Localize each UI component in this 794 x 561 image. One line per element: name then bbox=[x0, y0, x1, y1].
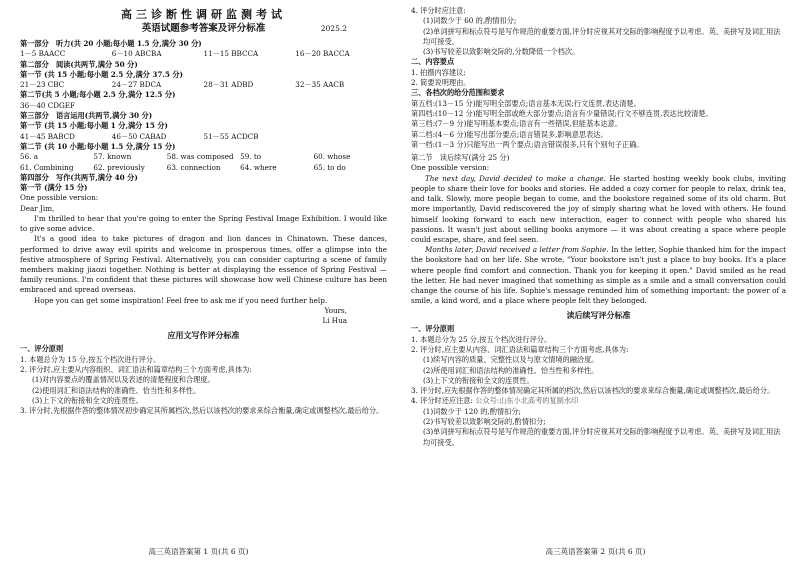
scoring-subrule: (3)书写较差以致影响交际的,分数降低一个档次。 bbox=[423, 47, 580, 57]
story-paragraph-2 bbox=[411, 245, 786, 306]
grade-levels-heading: 三、各档次的给分范围和要求 bbox=[411, 88, 505, 98]
scoring-standard-title: 应用文写作评分标准 bbox=[167, 330, 240, 341]
scoring-subrule: (1)词数少于 60 的,酌情扣分; bbox=[423, 16, 517, 26]
answer-group: 6－10 ABCBA bbox=[111, 49, 162, 59]
listening-answers bbox=[20, 49, 387, 59]
answer-group: 11－15 BBCCA bbox=[203, 49, 259, 59]
answer-group: 28－31 ADBD bbox=[203, 80, 254, 90]
scoring-subrule: (3)上下文的衔接和全文的连贯性。 bbox=[423, 375, 534, 385]
page-footer: 高三英语答案第 1 页(共 6 页) bbox=[148, 547, 249, 556]
grade-level-3: 第三档:(7－9 分)能写明基本要点;语言有一些错误,但能基本达意。 bbox=[411, 119, 623, 129]
letter-paragraph-1: I'm thrilled to hear that you're going to enter the Spring Festival Image Exhibition. I would like to give some advice. bbox=[20, 214, 387, 234]
scoring-rule: 2. 评分时,应主要从内容、词汇语法和篇章结构三个方面考虑,具体为: bbox=[411, 344, 629, 354]
document-title bbox=[20, 22, 387, 35]
answer: 56. a bbox=[20, 152, 39, 162]
scoring-standard-title: 读后续写评分标准 bbox=[566, 310, 631, 321]
story-paragraph-1 bbox=[411, 174, 786, 245]
answer: 58. was composed bbox=[166, 152, 234, 162]
part2-section2-heading: 第二节(共 5 小题;每小题 2.5 分,满分 12.5 分) bbox=[20, 90, 176, 100]
part3-section2-heading: 第二节 (共 10 小题;每小题 1.5 分,满分 15 分) bbox=[20, 141, 176, 151]
scoring-subrule: (1)对内容要点的覆盖情况以及表述的清楚程度和合理度。 bbox=[32, 375, 215, 385]
answer: 64. where bbox=[240, 162, 277, 172]
part2-section1-heading: 第一节 (共 15 小题;每小题 2.5 分,满分 37.5 分) bbox=[20, 69, 183, 79]
part4-section1-heading: 第一节 (满分 15 分) bbox=[20, 183, 88, 193]
part2-heading: 第二部分 阅读(共两节,满分 50 分) bbox=[20, 59, 138, 69]
answer-group: 51－55 ACDCB bbox=[203, 131, 259, 141]
answer-group: 16－20 BACCA bbox=[295, 49, 350, 59]
part3-section1-heading: 第一节 (共 15 小题;每小题 1 分,满分 15 分) bbox=[20, 121, 168, 131]
answer: 57. known bbox=[93, 152, 132, 162]
answer-group: 32－35 AACB bbox=[295, 80, 345, 90]
story-text: In the letter, Sophie thanked him for the impact the bookstore had on her life. She wrote, "Your bookstore isn't just a place to buy books. It's a place where people find comfort and connection. Thank you for keeping it open." David smiled as he read the letter. He had never imagined that something as simple as a smile and a small conversation could change the course of his life. Sophie's message reminded him of something important: the power of a smile, a kind word, and a place where people felt they belonged. bbox=[411, 245, 786, 306]
scoring-subrule: (1)续写内容的质量、完整性以及与原文情境的融洽度。 bbox=[423, 355, 599, 365]
answer-group: 1－5 BAACC bbox=[20, 49, 66, 59]
document-title-text: 英语试题参考答案及评分标准 bbox=[141, 23, 266, 34]
answer: 65. to do bbox=[313, 162, 346, 172]
answer-group: 46－50 CABAD bbox=[111, 131, 167, 141]
scoring-subrule: (1)词数少于 120 的,酌情扣分; bbox=[423, 406, 521, 416]
scoring-subrule: (3)单词拼写和标点符号是写作规范的重要方面,评分时应视其对交际的影响程度予以考虑。英、美拼写及词汇用法均可接受。 bbox=[423, 427, 781, 447]
reading2-answers: 36－40 CDGEF bbox=[20, 100, 76, 110]
watermark: 公众号:山东小北高考的复制水印 bbox=[475, 396, 579, 406]
grade-level-2: 第二档:(4－6 分)能写出部分要点;语言错误多,影响意思表达。 bbox=[411, 129, 608, 139]
scoring-rule: 3. 评分时,先根据作答的整体情况初步确定其所属档次,然后以该档次的要求来综合衡量,确定或调整档次,最后给分。 bbox=[20, 406, 384, 416]
cloze-answers bbox=[20, 132, 387, 142]
scoring-rule: 1. 本题总分为 25 分,按五个档次进行评分。 bbox=[411, 334, 552, 344]
answer: 60. whose bbox=[313, 152, 351, 162]
content-point: 2. 简要说明理由。 bbox=[411, 78, 471, 88]
answer: 59. to bbox=[240, 152, 262, 162]
date: 2025.2 bbox=[320, 24, 347, 33]
grade-level-1: 第一档:(1－3 分)只能写出一两个要点;语言错误很多,只有个别句子正确。 bbox=[411, 139, 644, 149]
scoring-principles-heading: 一、评分原则 bbox=[20, 344, 64, 354]
scoring-subrule: (2)使用词汇和语法结构的准确性、恰当性和多样性。 bbox=[32, 385, 201, 395]
letter-paragraph-3: Hope you can get some inspiration! Feel free to ask me if you need further help. bbox=[34, 295, 328, 305]
answer-page-2 bbox=[397, 0, 794, 561]
scoring-rule: 2. 评分时,应主要从内容组织、词汇语法和篇章结构三个方面考虑,具体为: bbox=[20, 365, 252, 375]
sample-label: One possible version: bbox=[411, 163, 490, 173]
scoring-subrule: (2)所使用词汇和语法结构的准确性、恰当性和多样性。 bbox=[423, 365, 599, 375]
story-text: He started hosting weekly book clubs, inviting people to share their love for books and stories. He added a cozy corner for people to relax, drink tea, and talk. Slowly, more people began to come, and the bookstore regained some of its old charm. But more importantly, David rediscovered the joy of simply sharing what he loved with others. He found himself looking forward to each new interaction, eager to connect with people who shared his passions. It wasn't just about selling books anymore — it was about creating a space where people could escape, share, and feel seen. bbox=[411, 173, 786, 244]
grade-level-4: 第四档:(10－12 分)能写明全部或绝大部分要点;语言有少量错误;行文不够连贯,表达比较清楚。 bbox=[411, 108, 713, 118]
reading-answers bbox=[20, 80, 387, 90]
scoring-rule-text: 4. 评分时还应注意: bbox=[411, 396, 473, 406]
gap-fill-answers-row1 bbox=[20, 152, 387, 162]
scoring-subrule: (2)单词拼写和标点符号是写作规范的重要方面,评分时应视其对交际的影响程度予以考虑。英、美拼写及词汇用法均可接受。 bbox=[423, 26, 781, 46]
story-lead-sentence: The next day, David decided to make a change. bbox=[425, 173, 606, 183]
letter-closing: Yours, bbox=[324, 305, 347, 315]
letter-signature: Li Hua bbox=[322, 316, 347, 326]
content-point: 1. 拍摄内容建议; bbox=[411, 67, 466, 77]
scoring-rule bbox=[411, 396, 786, 406]
exam-title: 高三诊断性调研监测考试 bbox=[121, 8, 286, 21]
answer-group: 41－45 BABCD bbox=[20, 131, 75, 141]
part1-heading: 第一部分 听力(共 20 小题;每小题 1.5 分,满分 30 分) bbox=[20, 39, 202, 48]
part4-section2-heading: 第二节 读后续写(满分 25 分) bbox=[411, 153, 510, 163]
part4-heading: 第四部分 写作(共两节,满分 40 分) bbox=[20, 172, 138, 182]
answer-group: 21－23 CBC bbox=[20, 80, 65, 90]
scoring-rule: 4. 评分时应注意: bbox=[411, 6, 466, 15]
scoring-rule: 1. 本题总分为 15 分,按五个档次进行评分。 bbox=[20, 354, 161, 364]
answer: 63. connection bbox=[166, 162, 221, 172]
sample-label: One possible version: bbox=[20, 193, 99, 203]
answer: 61. Combining bbox=[20, 162, 74, 172]
content-points-heading: 二、内容要点 bbox=[411, 57, 455, 67]
story-lead-sentence: Months later, David received a letter from Sophie. bbox=[425, 245, 609, 255]
letter-paragraph-2: It's a good idea to take pictures of dragon and lion dances in Chinatown. These dances, performed to drive away evil spirits and welcome in prosperous times, offer a glimpse into the festive atmosphere of Spring Festival. Alternatively, you can consider capturing a scene of family members making jiaozi together. Nothing is better at displaying the essence of Spring Festival — family reunions. I'm confident that these pictures will showcase how well Chinese culture has been embraced and spread overseas. bbox=[20, 234, 387, 295]
scoring-rule: 3. 评分时,应先根据作答的整体情况确定其所属的档次,然后以该档次的要求来综合衡量,确定或调整档次,最后给分。 bbox=[411, 386, 775, 396]
scoring-principles-heading: 一、评分原则 bbox=[411, 324, 455, 334]
letter-greeting: Dear Jim, bbox=[20, 203, 55, 213]
scoring-subrule: (2)书写较差以致影响交际的,酌情扣分; bbox=[423, 417, 546, 427]
answer-group: 24－27 BDCA bbox=[111, 80, 162, 90]
page-footer: 高三英语答案第 2 页(共 6 页) bbox=[545, 547, 646, 556]
answer: 62. previously bbox=[93, 162, 145, 172]
part3-heading: 第三部分 语言运用(共两节,满分 30 分) bbox=[20, 111, 153, 121]
scoring-subrule: (3)上下文的衔接和全文的连贯性。 bbox=[32, 395, 143, 405]
gap-fill-answers-row2 bbox=[20, 163, 387, 173]
grade-level-5: 第五档:(13－15 分)能写明全部要点;语言基本无误;行文连贯,表达清楚。 bbox=[411, 98, 641, 108]
